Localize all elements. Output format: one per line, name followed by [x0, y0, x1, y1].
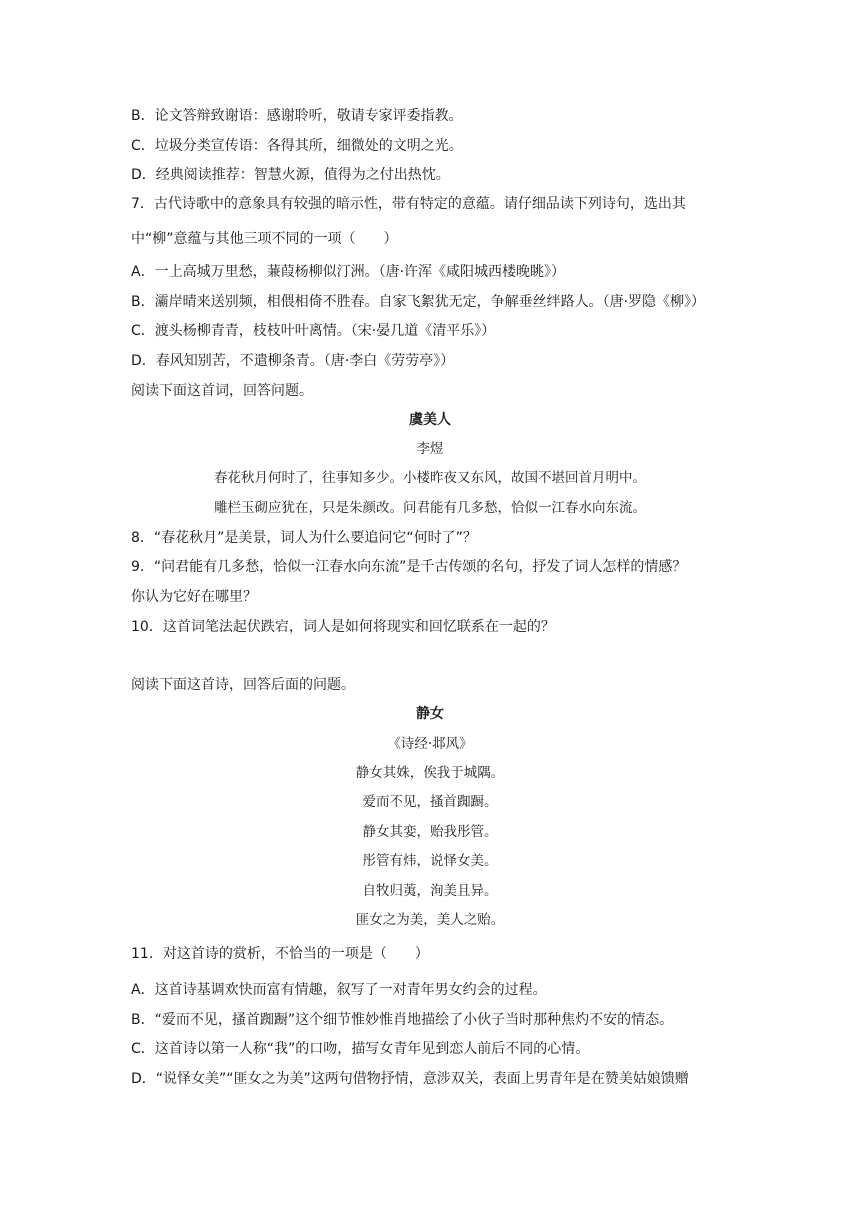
q7-option-b: B．灞岸晴来送别频，相偎相倚不胜春。自家飞絮犹无定，争解垂丝绊路人。（唐·罗隐《柳》） [131, 294, 706, 310]
q6-option-b: B．论文答辩致谢语：感谢聆听，敬请专家评委指教。 [131, 108, 463, 124]
passage2-line-6: 匪女之为美，美人之贻。 [355, 912, 505, 928]
passage2-line-1: 静女其姝，俟我于城隅。 [355, 765, 505, 781]
q7-stem-line1: 7．古代诗歌中的意象具有较强的暗示性，带有特定的意蕴。请仔细品读下列诗句，选出其 [131, 196, 686, 212]
q7-stem-line2: 中“柳”意蕴与其他三项不同的一项（ ） [131, 231, 398, 247]
q6-option-c: C．垃圾分类宣传语：各得其所，细微处的文明之光。 [131, 138, 463, 154]
passage2-line-5: 自牧归荑，洵美且异。 [362, 883, 498, 899]
q9-line2: 你认为它好在哪里？ [131, 589, 257, 605]
passage2-line-4: 彤管有炜，说怿女美。 [362, 853, 498, 869]
passage2-line-2: 爱而不见，搔首踟蹰。 [362, 794, 498, 810]
q11-option-c: C．这首诗以第一人称“我”的口吻，描写女青年见到恋人前后不同的心情。 [131, 1041, 590, 1057]
passage1-title: 虞美人 [409, 412, 451, 428]
q11-stem: 11．对这首诗的赏析，不恰当的一项是（ ） [131, 946, 429, 962]
passage1-line-1: 春花秋月何时了，往事知多少。小楼昨夜又东风，故国不堪回首月明中。 [214, 470, 646, 486]
q11-option-a: A．这首诗基调欢快而富有情趣，叙写了一对青年男女约会的过程。 [131, 982, 547, 998]
passage1-intro: 阅读下面这首词，回答问题。 [131, 383, 313, 399]
q10: 10．这首词笔法起伏跌宕，词人是如何将现实和回忆联系在一起的？ [131, 619, 555, 635]
q6-option-d: D．经典阅读推荐：智慧火源，值得为之付出热忱。 [131, 167, 450, 183]
passage2-line-3: 静女其娈，贻我彤管。 [362, 824, 498, 840]
q11-option-d: D．“说怿女美”“匪女之为美”这两句借物抒情，意涉双关，表面上男青年是在赞美姑娘馈赠 [131, 1071, 689, 1087]
passage1-author: 李煜 [416, 441, 444, 457]
q7-option-a: A．一上高城万里愁，蒹葭杨柳似汀洲。（唐·许浑《咸阳城西楼晚眺》） [131, 264, 566, 280]
q7-option-c: C．渡头杨柳青青，枝枝叶叶离情。（宋·晏几道《清平乐》） [131, 323, 496, 339]
passage2-intro: 阅读下面这首诗，回答后面的问题。 [131, 677, 355, 693]
passage1-line-2: 雕栏玉砌应犹在，只是朱颜改。问君能有几多愁，恰似一江春水向东流。 [214, 500, 646, 516]
q9-line1: 9．“问君能有几多愁，恰似一江春水向东流”是千古传颂的名句，抒发了词人怎样的情感？ [131, 559, 687, 575]
passage2-title: 静女 [416, 706, 444, 722]
q11-option-b: B．“爱而不见，搔首踟蹰”这个细节惟妙惟肖地描绘了小伙子当时那种焦灼不安的情态。 [131, 1012, 674, 1028]
passage2-source: 《诗经·邶风》 [387, 736, 473, 752]
q7-option-d: D．春风知别苦，不遣柳条青。（唐·李白《劳劳亭》） [131, 353, 455, 369]
q8: 8．“春花秋月”是美景，词人为什么要追问它“何时了”？ [131, 530, 477, 546]
